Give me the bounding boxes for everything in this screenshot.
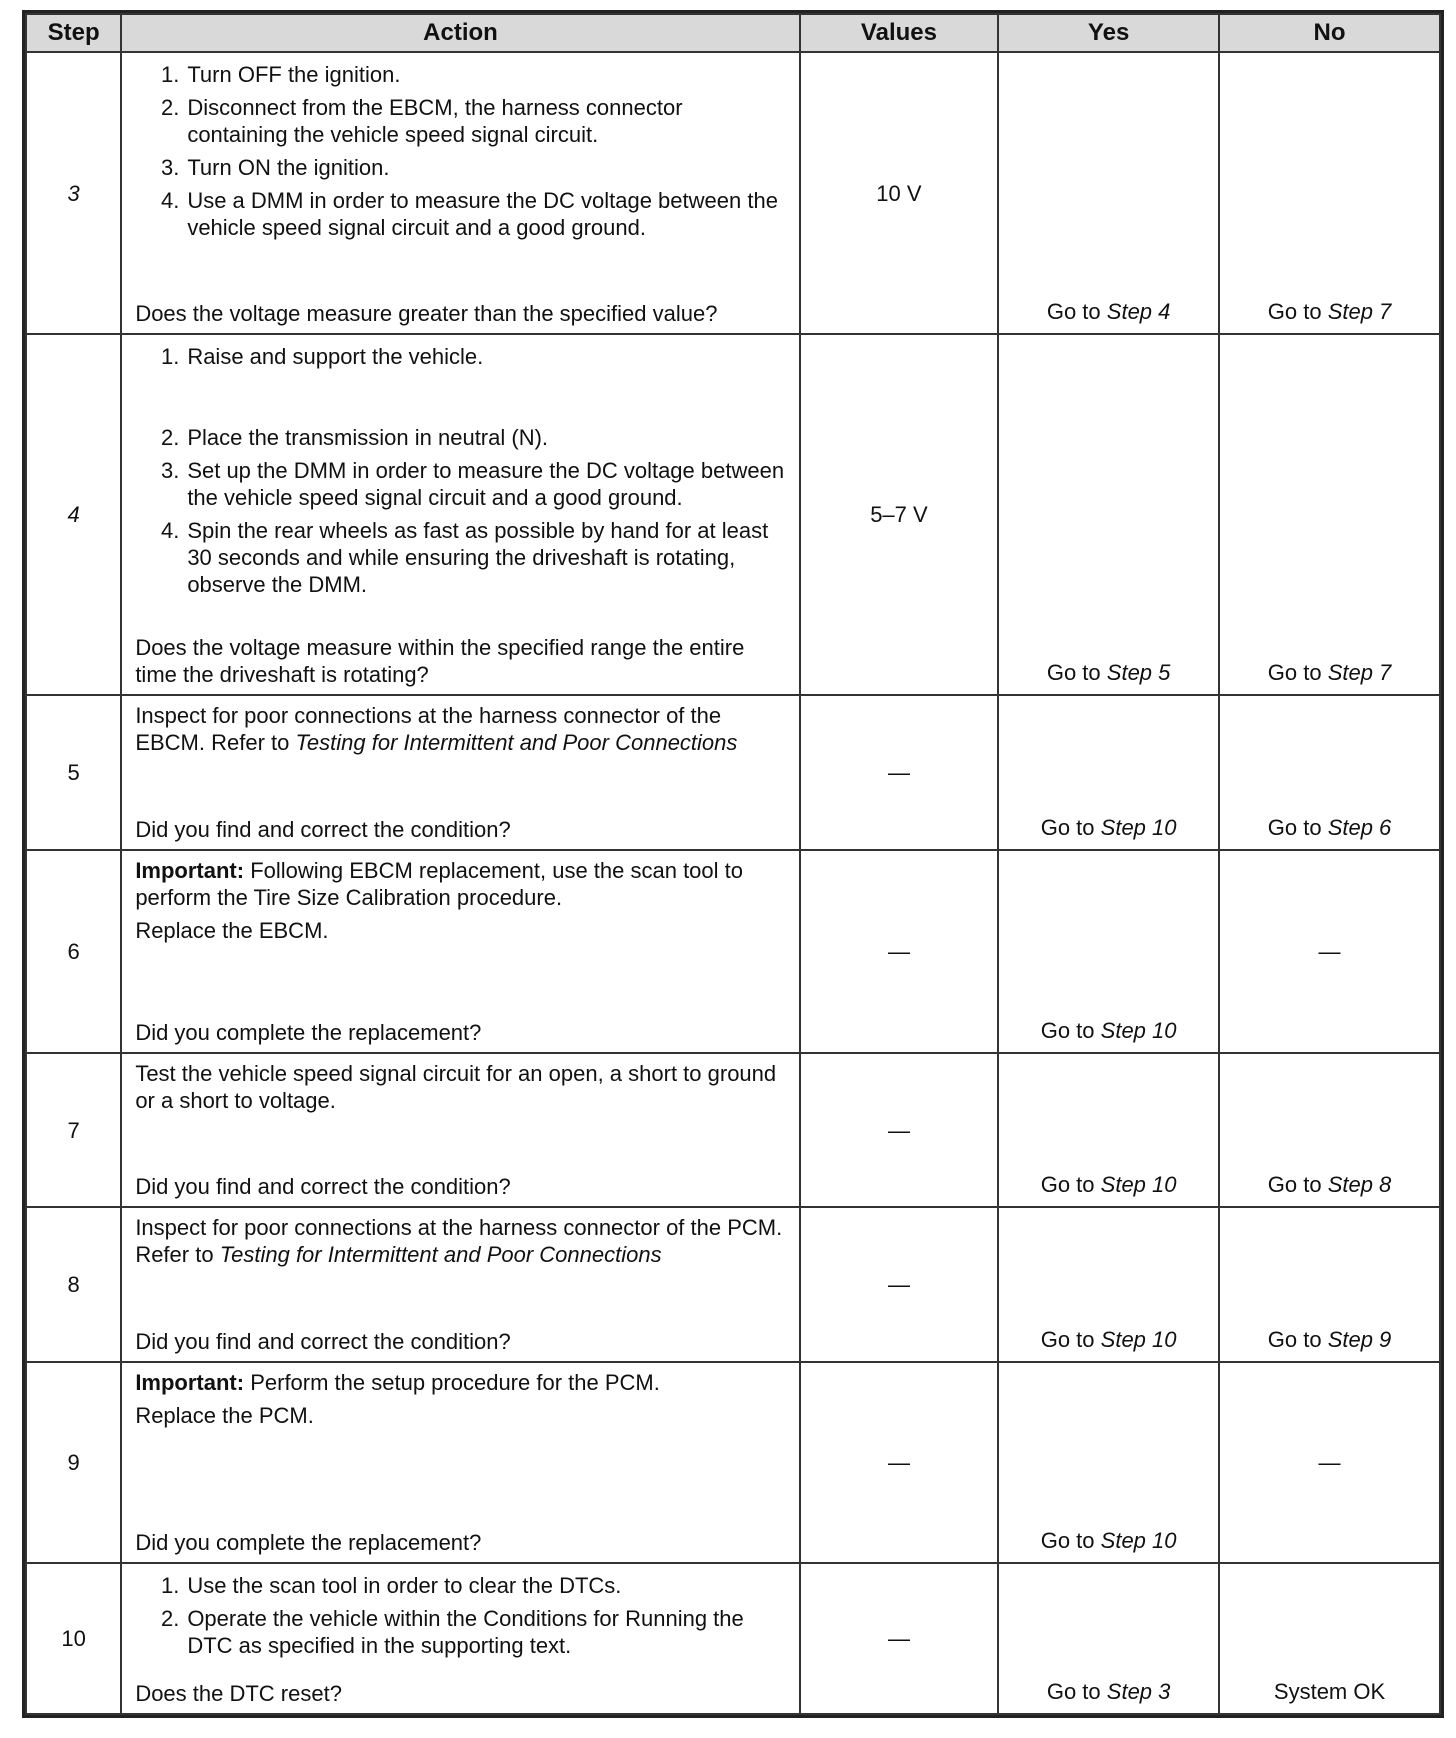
question-text: Does the voltage measure within the specified range the entire time the driveshaft is rotating? [135,635,745,688]
list-item: 2. Place the transmission in neutral (N). [160,425,549,451]
question-text: Did you complete the replacement? [135,1530,482,1556]
yes-cell: Go to Step 5 [998,334,1219,695]
header-step: Step [26,14,121,52]
yes-cell: Go to Step 10 [998,695,1219,849]
yes-cell: Go to Step 10 [998,1053,1219,1207]
question-text: Does the DTC reset? [135,1681,342,1706]
list-item: 2. Operate the vehicle within the Conditions for Running the DTC as specified in the supporting text. [160,1606,744,1659]
yes-cell: Go to Step 10 [998,1362,1219,1564]
no-cell: — [1219,850,1440,1054]
table-row [26,695,1440,849]
question-text: Did you find and correct the condition? [135,1328,511,1354]
yes-cell: Go to Step 10 [998,850,1219,1054]
table-row [26,334,1440,695]
no-cell: Go to Step 7 [1219,334,1440,695]
step-number: 6 [26,850,121,1054]
header-action: Action [121,14,799,52]
no-cell: System OK [1219,1563,1440,1714]
yes-cell: Go to Step 4 [998,52,1219,334]
action-cell [121,1207,799,1361]
table-row [26,850,1440,1054]
no-cell: Go to Step 6 [1219,695,1440,849]
diagnostic-table-sheet [22,10,1444,1718]
step-number: 5 [26,695,121,849]
action-list [135,61,788,247]
list-item: 1. Raise and support the vehicle. [160,344,484,370]
list-item: 1. Turn OFF the ignition. [160,62,401,87]
value-cell: 10 V [800,52,998,334]
list-item: 3. Turn ON the ignition. [160,155,390,180]
list-item: 2. Disconnect from the EBCM, the harness connector containing the vehicle speed signal circuit. [160,95,683,147]
list-item: 3. Set up the DMM in order to measure the DC voltage between the vehicle speed signal circuit and a good ground. [160,458,785,511]
question-text: Does the voltage measure greater than the specified value? [135,301,718,327]
value-cell: — [800,850,998,1054]
header-yes: Yes [998,14,1219,52]
step-number: 9 [26,1362,121,1564]
action-list [135,343,788,604]
action-cell [121,334,799,695]
value-cell: — [800,1053,998,1207]
list-item: 4. Use a DMM in order to measure the DC voltage between the vehicle speed signal circuit and a good ground. [160,188,778,240]
no-cell: — [1219,1362,1440,1564]
action-cell [121,850,799,1054]
table-row [26,1563,1440,1714]
step-number: 7 [26,1053,121,1207]
action-text: Replace the EBCM. [135,917,329,943]
action-cell [121,1563,799,1714]
action-text: Inspect for poor connections at the harness connector of the PCM. Refer to Testing for Intermittent and Poor Connections [135,1215,783,1268]
list-item: 4. Spin the rear wheels as fast as possible by hand for at least 30 seconds and while ensuring the driveshaft is rotating, observe the DMM. [160,518,769,598]
action-cell [121,695,799,849]
header-values: Values [800,14,998,52]
table-row [26,52,1440,334]
action-text: Inspect for poor connections at the harness connector of the EBCM. Refer to Testing for Intermittent and Poor Connections [135,703,738,756]
action-cell [121,1053,799,1207]
step-number: 4 [26,334,121,695]
action-list [135,1572,788,1665]
value-cell: — [800,695,998,849]
step-number: 8 [26,1207,121,1361]
list-item: 1. Use the scan tool in order to clear the DTCs. [160,1573,622,1599]
question-text: Did you find and correct the condition? [135,1174,511,1200]
yes-cell: Go to Step 3 [998,1563,1219,1714]
important-note: Important: Perform the setup procedure for the PCM. [135,1369,660,1395]
action-text: Test the vehicle speed signal circuit for an open, a short to ground or a short to voltage. [135,1061,777,1114]
value-cell: — [800,1362,998,1564]
step-number: 10 [26,1563,121,1714]
question-text: Did you complete the replacement? [135,1020,482,1046]
question-text: Did you find and correct the condition? [135,816,511,842]
value-cell: 5–7 V [800,334,998,695]
header-no: No [1219,14,1440,52]
table-row [26,1053,1440,1207]
action-cell [121,1362,799,1564]
step-number: 3 [26,52,121,334]
action-cell [121,52,799,334]
value-cell: — [800,1563,998,1714]
no-cell: Go to Step 9 [1219,1207,1440,1361]
value-cell: — [800,1207,998,1361]
table-row [26,1207,1440,1361]
important-note: Important: Following EBCM replacement, use the scan tool to perform the Tire Size Calibration procedure. [135,857,744,910]
yes-cell: Go to Step 10 [998,1207,1219,1361]
action-text: Replace the PCM. [135,1402,314,1428]
no-cell: Go to Step 8 [1219,1053,1440,1207]
diagnostic-table [25,13,1441,1715]
header-row [26,14,1440,52]
table-row [26,1362,1440,1564]
no-cell: Go to Step 7 [1219,52,1440,334]
